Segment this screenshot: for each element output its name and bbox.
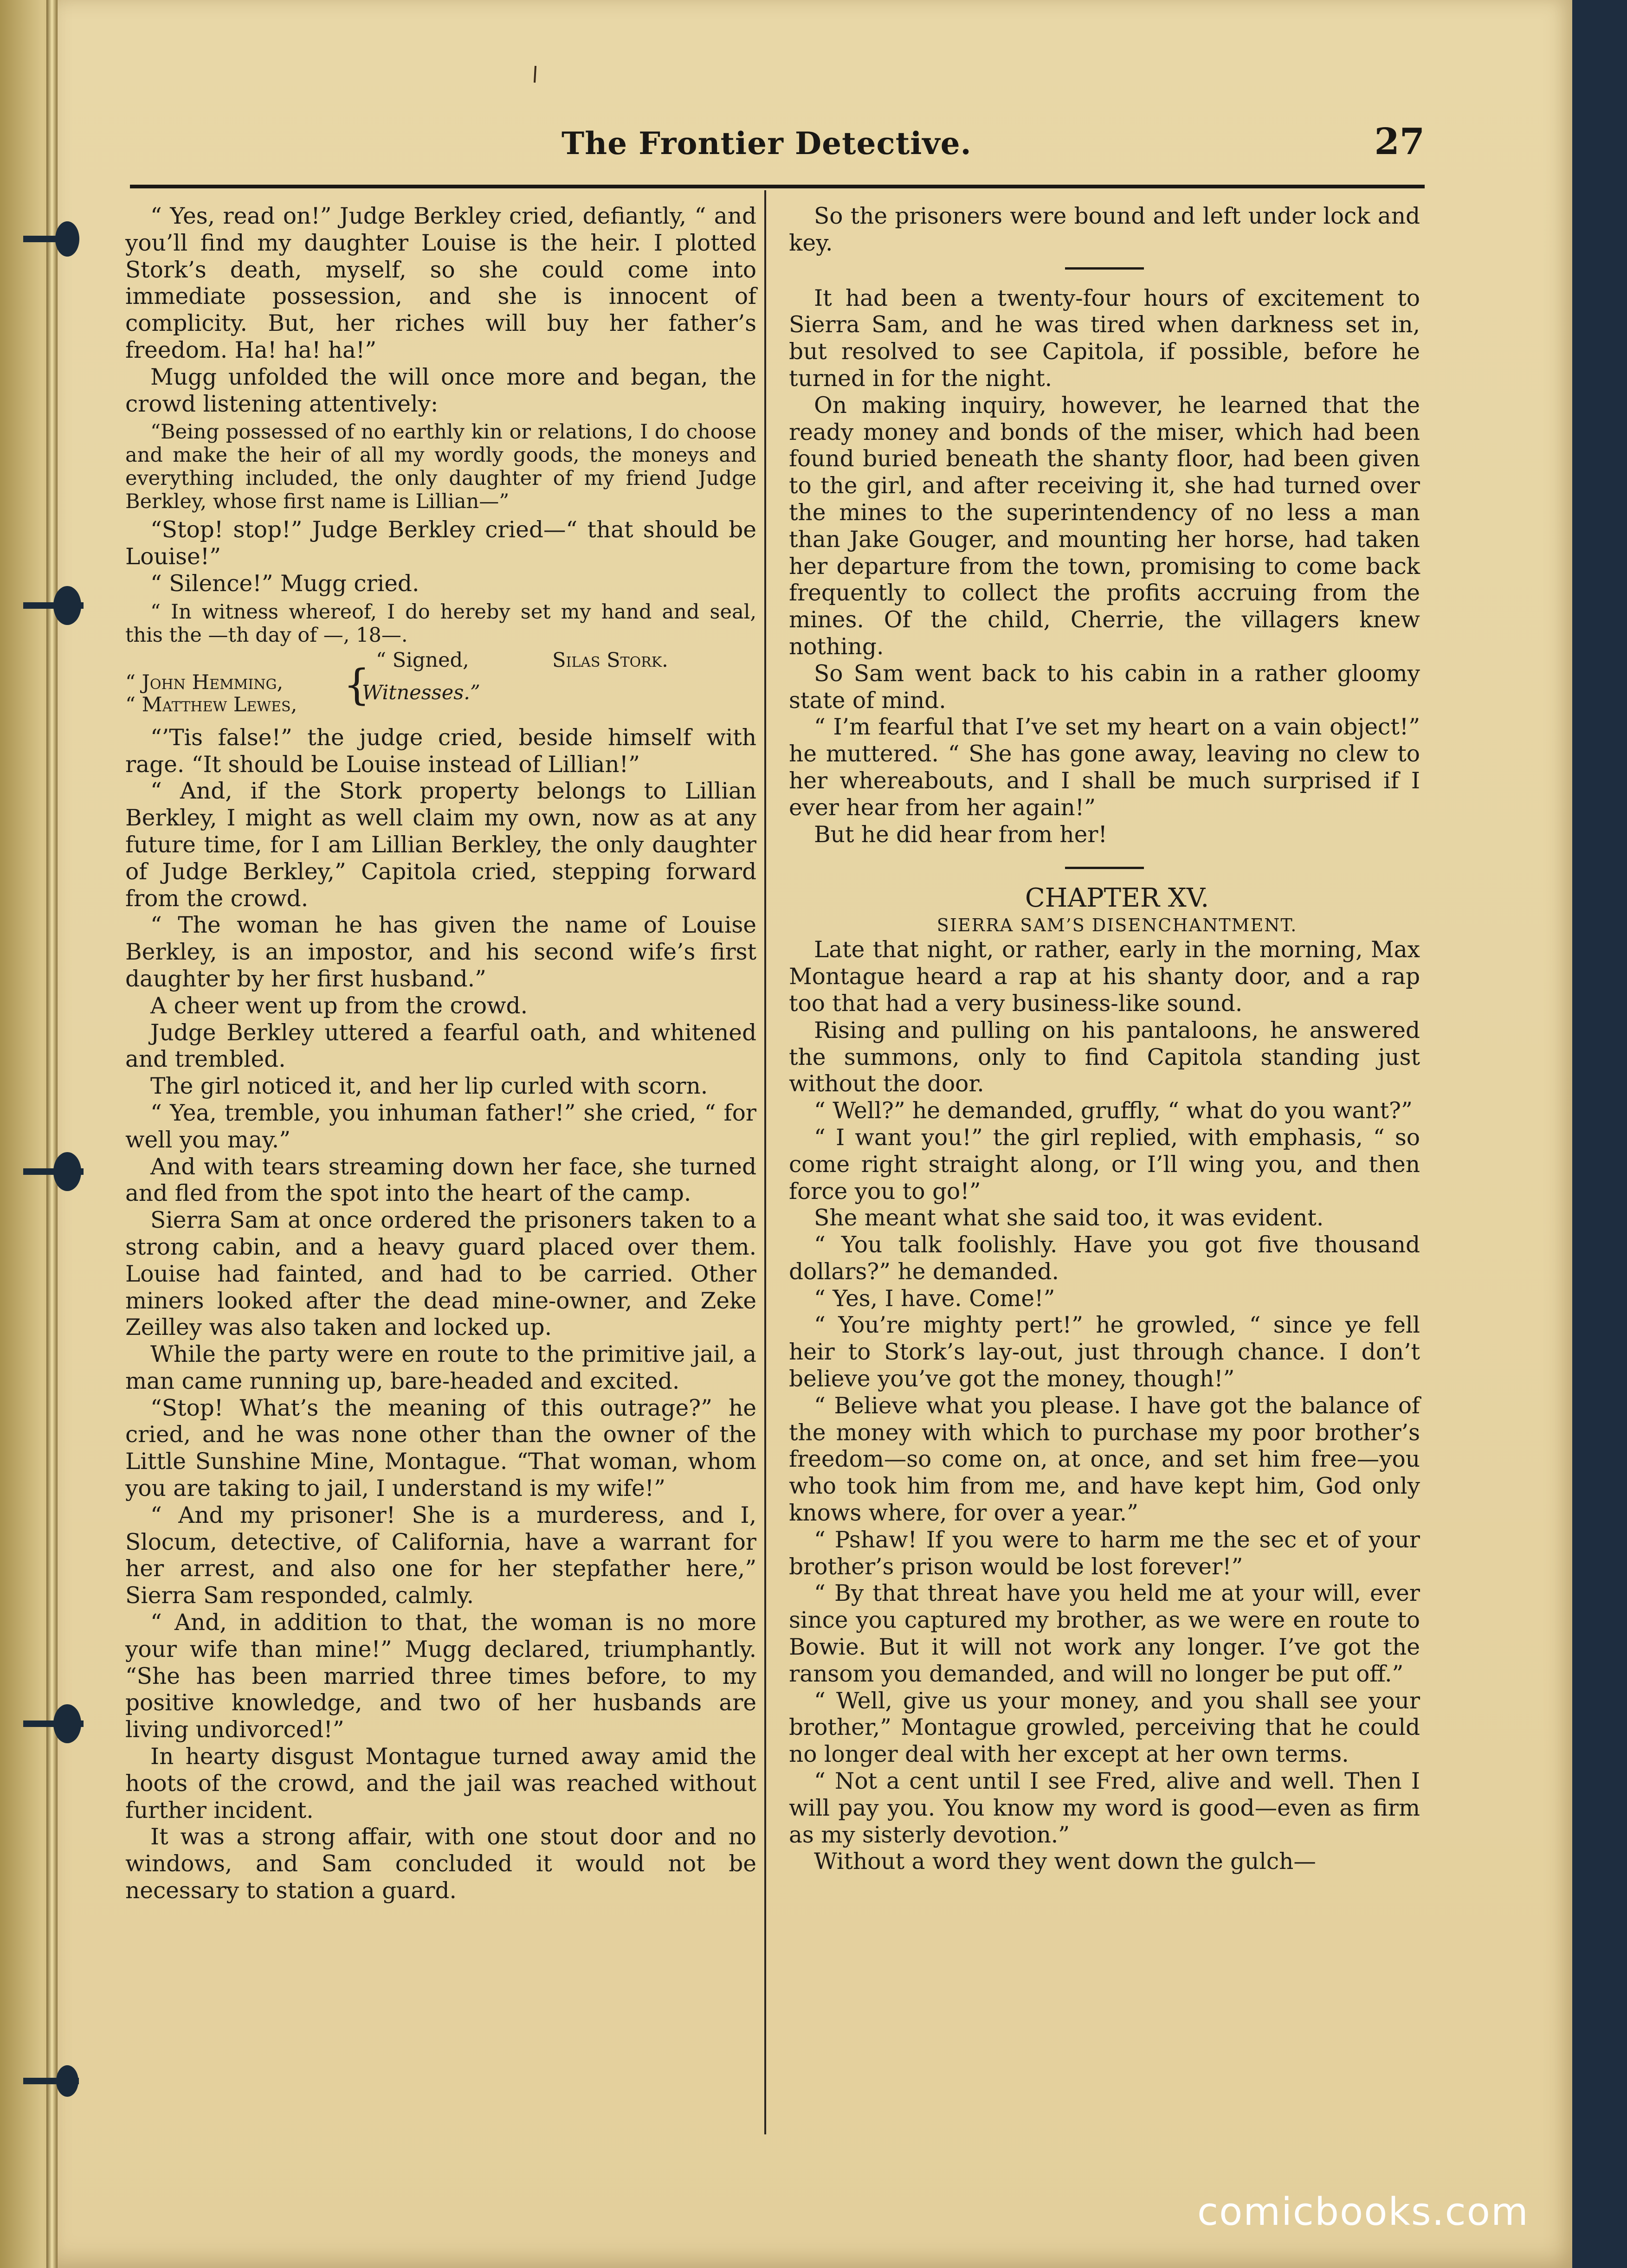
paragraph: A cheer went up from the crowd.: [150, 992, 528, 1019]
paragraph: The girl noticed it, and her lip curled with scorn.: [150, 1073, 708, 1100]
page-number: 27: [1374, 121, 1425, 163]
spine-fold: [46, 0, 58, 2268]
paragraph: “ And my prisoner! She is a murderess, and I, Slocum, detective, of California, have a warrant for her arrest, and also one for her stepfather here,” Sierra Sam responded, calmly.: [125, 1502, 756, 1609]
signature-block: [125, 648, 756, 720]
paragraph: So the prisoners were bound and left under lock and key.: [789, 203, 1420, 256]
paragraph: “ And, in addition to that, the woman is no more your wife than mine!” Mugg declared, triumphantly. “She has been married three times before, to my positive knowledge, and two of her husbands are living undivorced!”: [125, 1610, 756, 1743]
paragraph: “ Yes, read on!” Judge Berkley cried, defiantly, “ and you’ll find my daughter Louise is the heir. I plotted Stork’s death, myself, so she could come into immediate possession, and she is innocent of complicity. But, her riches will buy her father’s freedom. Ha! ha! ha!”: [125, 203, 756, 363]
signed-label: “ Signed,: [376, 648, 469, 672]
section-rule: [1065, 867, 1144, 869]
paragraph: “ The woman he has given the name of Louise Berkley, is an impostor, and his second wife’s first daughter by her first husband.”: [125, 912, 756, 992]
right-column: [789, 203, 1420, 1875]
paragraph: “ By that threat have you held me at your will, ever since you captured my brother, as we were en route to Bowie. But it will not work any longer. I’ve got the ransom you demanded, and will no longer be put off.”: [789, 1580, 1420, 1687]
paragraph: “ Well, give us your money, and you shall see your brother,” Montague growled, perceiving that he could no longer deal with her except at her own terms.: [789, 1688, 1420, 1768]
paragraph: “ You talk foolishly. Have you got five thousand dollars?” he demanded.: [789, 1232, 1420, 1285]
paragraph: “ You’re mighty pert!” he growled, “ since ye fell heir to Stork’s lay-out, just through chance. I don’t believe you’ve got the money, though!”: [789, 1312, 1420, 1392]
paragraph: Late that night, or rather, early in the morning, Max Montague heard a rap at his shanty door, and a rap too that had a very business-like sound.: [789, 937, 1420, 1017]
witnesses-label: Witnesses.”: [362, 681, 480, 704]
paragraph: “ Believe what you please. I have got the balance of the money with which to purchase my poor brother’s freedom—so come on, at once, and set him free—you who took him from me, and have kept him, God only knows where, for over a year.”: [789, 1392, 1420, 1527]
section-rule: [1065, 267, 1144, 270]
paragraph: “Stop! What’s the meaning of this outrage?” he cried, and he was none other than the owner of the Little Sunshine Mine, Montague. “That woman, whom you are taking to jail, I understand is my wife!”: [125, 1395, 756, 1502]
staple-icon: [23, 218, 93, 260]
chapter-title: CHAPTER XV.: [1025, 883, 1209, 914]
staple-icon: [23, 2060, 93, 2102]
paragraph: “ I want you!” the girl replied, with emphasis, “ so come right straight along, or I’ll wing you, and then force you to go!”: [789, 1124, 1420, 1205]
paragraph: “Stop! stop!” Judge Berkley cried—“ that should be Louise!”: [125, 517, 756, 570]
running-title: The Frontier Detective.: [562, 125, 972, 161]
paragraph: “ Silence!” Mugg cried.: [150, 570, 420, 597]
paragraph: But he did hear from her!: [814, 821, 1107, 848]
staple-icon: [23, 585, 93, 626]
paragraph: “ Well?” he demanded, gruffly, “ what do you want?”: [814, 1098, 1413, 1124]
chapter-subtitle: SIERRA SAM’S DISENCHANTMENT.: [936, 915, 1298, 936]
paragraph: Mugg unfolded the will once more and began, the crowd listening attentively:: [125, 364, 756, 417]
paragraph: “ Yes, I have. Come!”: [814, 1285, 1055, 1312]
will-quote: “ In witness whereof, I do hereby set my hand and seal, this the —th day of —, 18—.: [125, 600, 756, 647]
left-column: [125, 203, 756, 1905]
paragraph: “ Yea, tremble, you inhuman father!” she cried, “ for well you may.”: [125, 1100, 756, 1153]
staple-icon: [23, 1151, 93, 1192]
column-divider: [764, 190, 766, 2134]
paragraph: Without a word they went down the gulch—: [814, 1849, 1316, 1875]
header-rule: [130, 185, 1425, 188]
page-header: [130, 116, 1425, 172]
paragraph: Judge Berkley uttered a fearful oath, and whitened and trembled.: [125, 1019, 756, 1073]
brace: {: [343, 660, 370, 709]
paragraph: On making inquiry, however, he learned that the ready money and bonds of the miser, which had been found buried beneath the shanty floor, had been given to the girl, and after receiving it, she had turned over the mines to the superintendency of no less a man than Jake Gouger, and mounting her horse, had taken her departure from the town, promising to come back frequently to collect the profits accruing from the mines. Of the child, Cherrie, the villagers knew nothing.: [789, 392, 1420, 660]
ink-mark: [533, 65, 538, 84]
paragraph: She meant what she said too, it was evident.: [814, 1205, 1324, 1231]
watermark-text: comicbooks.com: [1197, 2190, 1529, 2234]
paragraph: “ Pshaw! If you were to harm me the sec et of your brother’s prison would be lost forever!”: [789, 1527, 1420, 1580]
paragraph: “ And, if the Stork property belongs to Lillian Berkley, I might as well claim my own, now as at any future time, for I am Lillian Berkley, the only daughter of Judge Berkley,” Capitola cried, stepping forward from the crowd.: [125, 778, 756, 912]
witness-name: “ John Hemming,: [125, 670, 284, 694]
staple-icon: [23, 1703, 93, 1745]
paragraph: “’Tis false!” the judge cried, beside himself with rage. “It should be Louise instead of Lillian!”: [125, 724, 756, 778]
paragraph: It was a strong affair, with one stout door and no windows, and Sam concluded it would not be necessary to station a guard.: [125, 1824, 756, 1904]
paragraph: Rising and pulling on his pantaloons, he answered the summons, only to find Capitola standing just without the door.: [789, 1017, 1420, 1097]
paragraph: While the party were en route to the primitive jail, a man came running up, bare-headed and excited.: [125, 1341, 756, 1394]
paragraph: It had been a twenty-four hours of excitement to Sierra Sam, and he was tired when darkness set in, but resolved to see Capitola, if possible, before he turned in for the night.: [789, 285, 1420, 392]
paragraph: So Sam went back to his cabin in a rather gloomy state of mind.: [789, 660, 1420, 714]
will-quote: “Being possessed of no earthly kin or relations, I do choose and make the heir of all my wordly goods, the moneys and everything included, the only daughter of my friend Judge Berkley, whose first name is Lillian—”: [125, 420, 756, 514]
paragraph: “ Not a cent until I see Fred, alive and well. Then I will pay you. You know my word is good—even as firm as my sisterly devotion.”: [789, 1768, 1420, 1848]
paragraph: And with tears streaming down her face, she turned and fled from the spot into the heart of the camp.: [125, 1153, 756, 1207]
paragraph: Sierra Sam at once ordered the prisoners taken to a strong cabin, and a heavy guard placed over them. Louise had fainted, and had to be carried. Other miners looked after the dead mine-owner, and Zeke Zeilley was also taken and locked up.: [125, 1207, 756, 1341]
paragraph: In hearty disgust Montague turned away amid the hoots of the crowd, and the jail was reached without further incident.: [125, 1744, 756, 1823]
signer-name: Silas Stork.: [552, 648, 668, 672]
witness-name: “ Matthew Lewes,: [125, 693, 297, 716]
paragraph: “ I’m fearful that I’ve set my heart on a vain object!” he muttered. “ She has gone away, leaving no clew to her whereabouts, and I shall be much surprised if I ever hear from her again!”: [789, 714, 1420, 821]
